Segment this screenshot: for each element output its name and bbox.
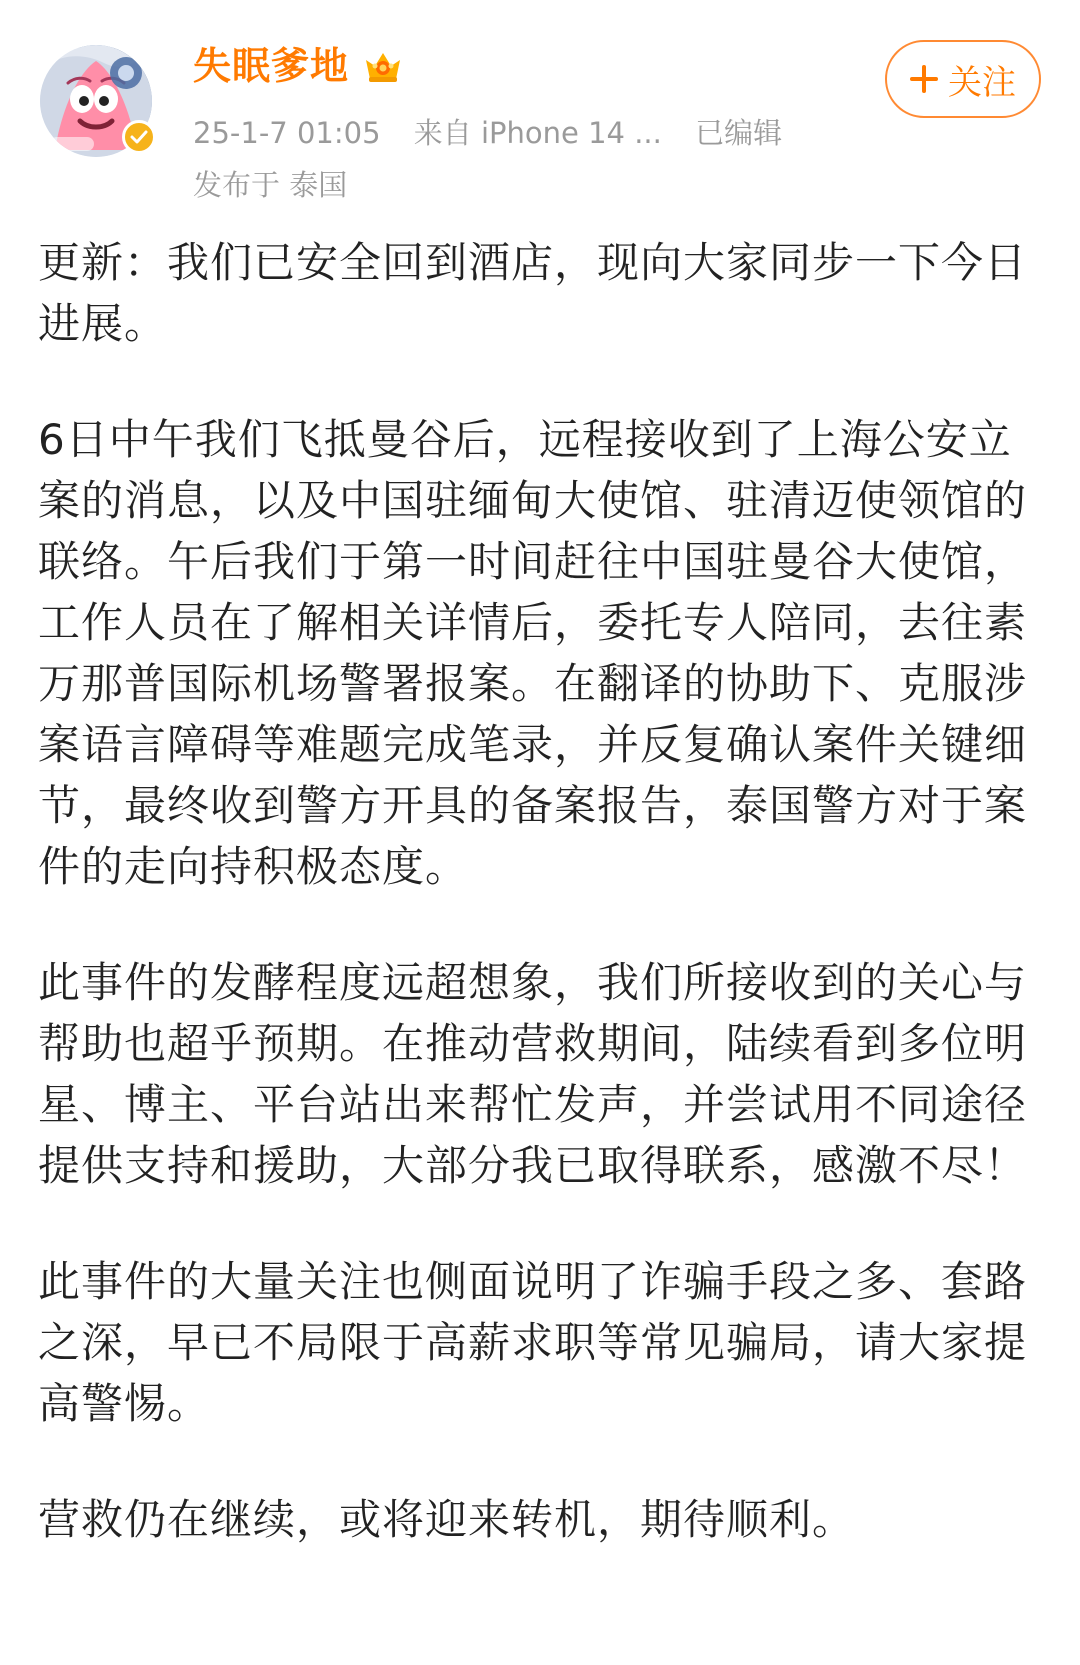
verified-badge-icon	[122, 120, 156, 154]
post-paragraph: 营救仍在继续，或将迎来转机，期待顺利。	[38, 1495, 856, 1544]
plus-icon	[910, 65, 938, 93]
post-paragraph: 此事件的大量关注也侧面说明了诈骗手段之多、套路之深，早已不局限于高薪求职等常见骗局，请大家提高警惕。	[38, 1257, 1028, 1428]
follow-button-label: 关注	[948, 63, 1016, 102]
follow-button[interactable]	[885, 40, 1041, 118]
post-paragraph: 6日中午我们飞抵曼谷后，远程接收到了上海公安立案的消息，以及中国驻缅甸大使馆、驻清迈使领馆的联络。午后我们于第一时间赶往中国驻曼谷大使馆，工作人员在了解相关详情后，委托专人陪同，去往素万那普国际机场警署报案。在翻译的协助下、克服涉案语言障碍等难题完成笔录，并反复确认案件关键细节，最终收到警方开具的备案报告，泰国警方对于案件的走向持积极态度。	[38, 415, 1028, 891]
username-row	[193, 46, 405, 86]
post-timestamp: 25-1-7 01:05	[193, 116, 381, 150]
edited-label: 已编辑	[695, 116, 783, 150]
post-location: 发布于 泰国	[193, 168, 348, 202]
post-meta	[193, 118, 782, 150]
post-paragraph: 更新：我们已安全回到酒店，现向大家同步一下今日进展。	[38, 238, 1028, 348]
post-paragraph: 此事件的发酵程度远超想象，我们所接收到的关心与帮助也超乎预期。在推动营救期间，陆续看到多位明星、博主、平台站出来帮忙发声，并尝试用不同途径提供支持和援助，大部分我已取得联系，感激不尽！	[38, 958, 1028, 1190]
post-body	[38, 232, 1043, 1550]
crown-icon	[361, 46, 405, 86]
post-source: 来自 iPhone 14 ...	[413, 116, 662, 150]
post-header	[0, 0, 1080, 215]
username[interactable]: 失眠爹地	[193, 44, 350, 88]
